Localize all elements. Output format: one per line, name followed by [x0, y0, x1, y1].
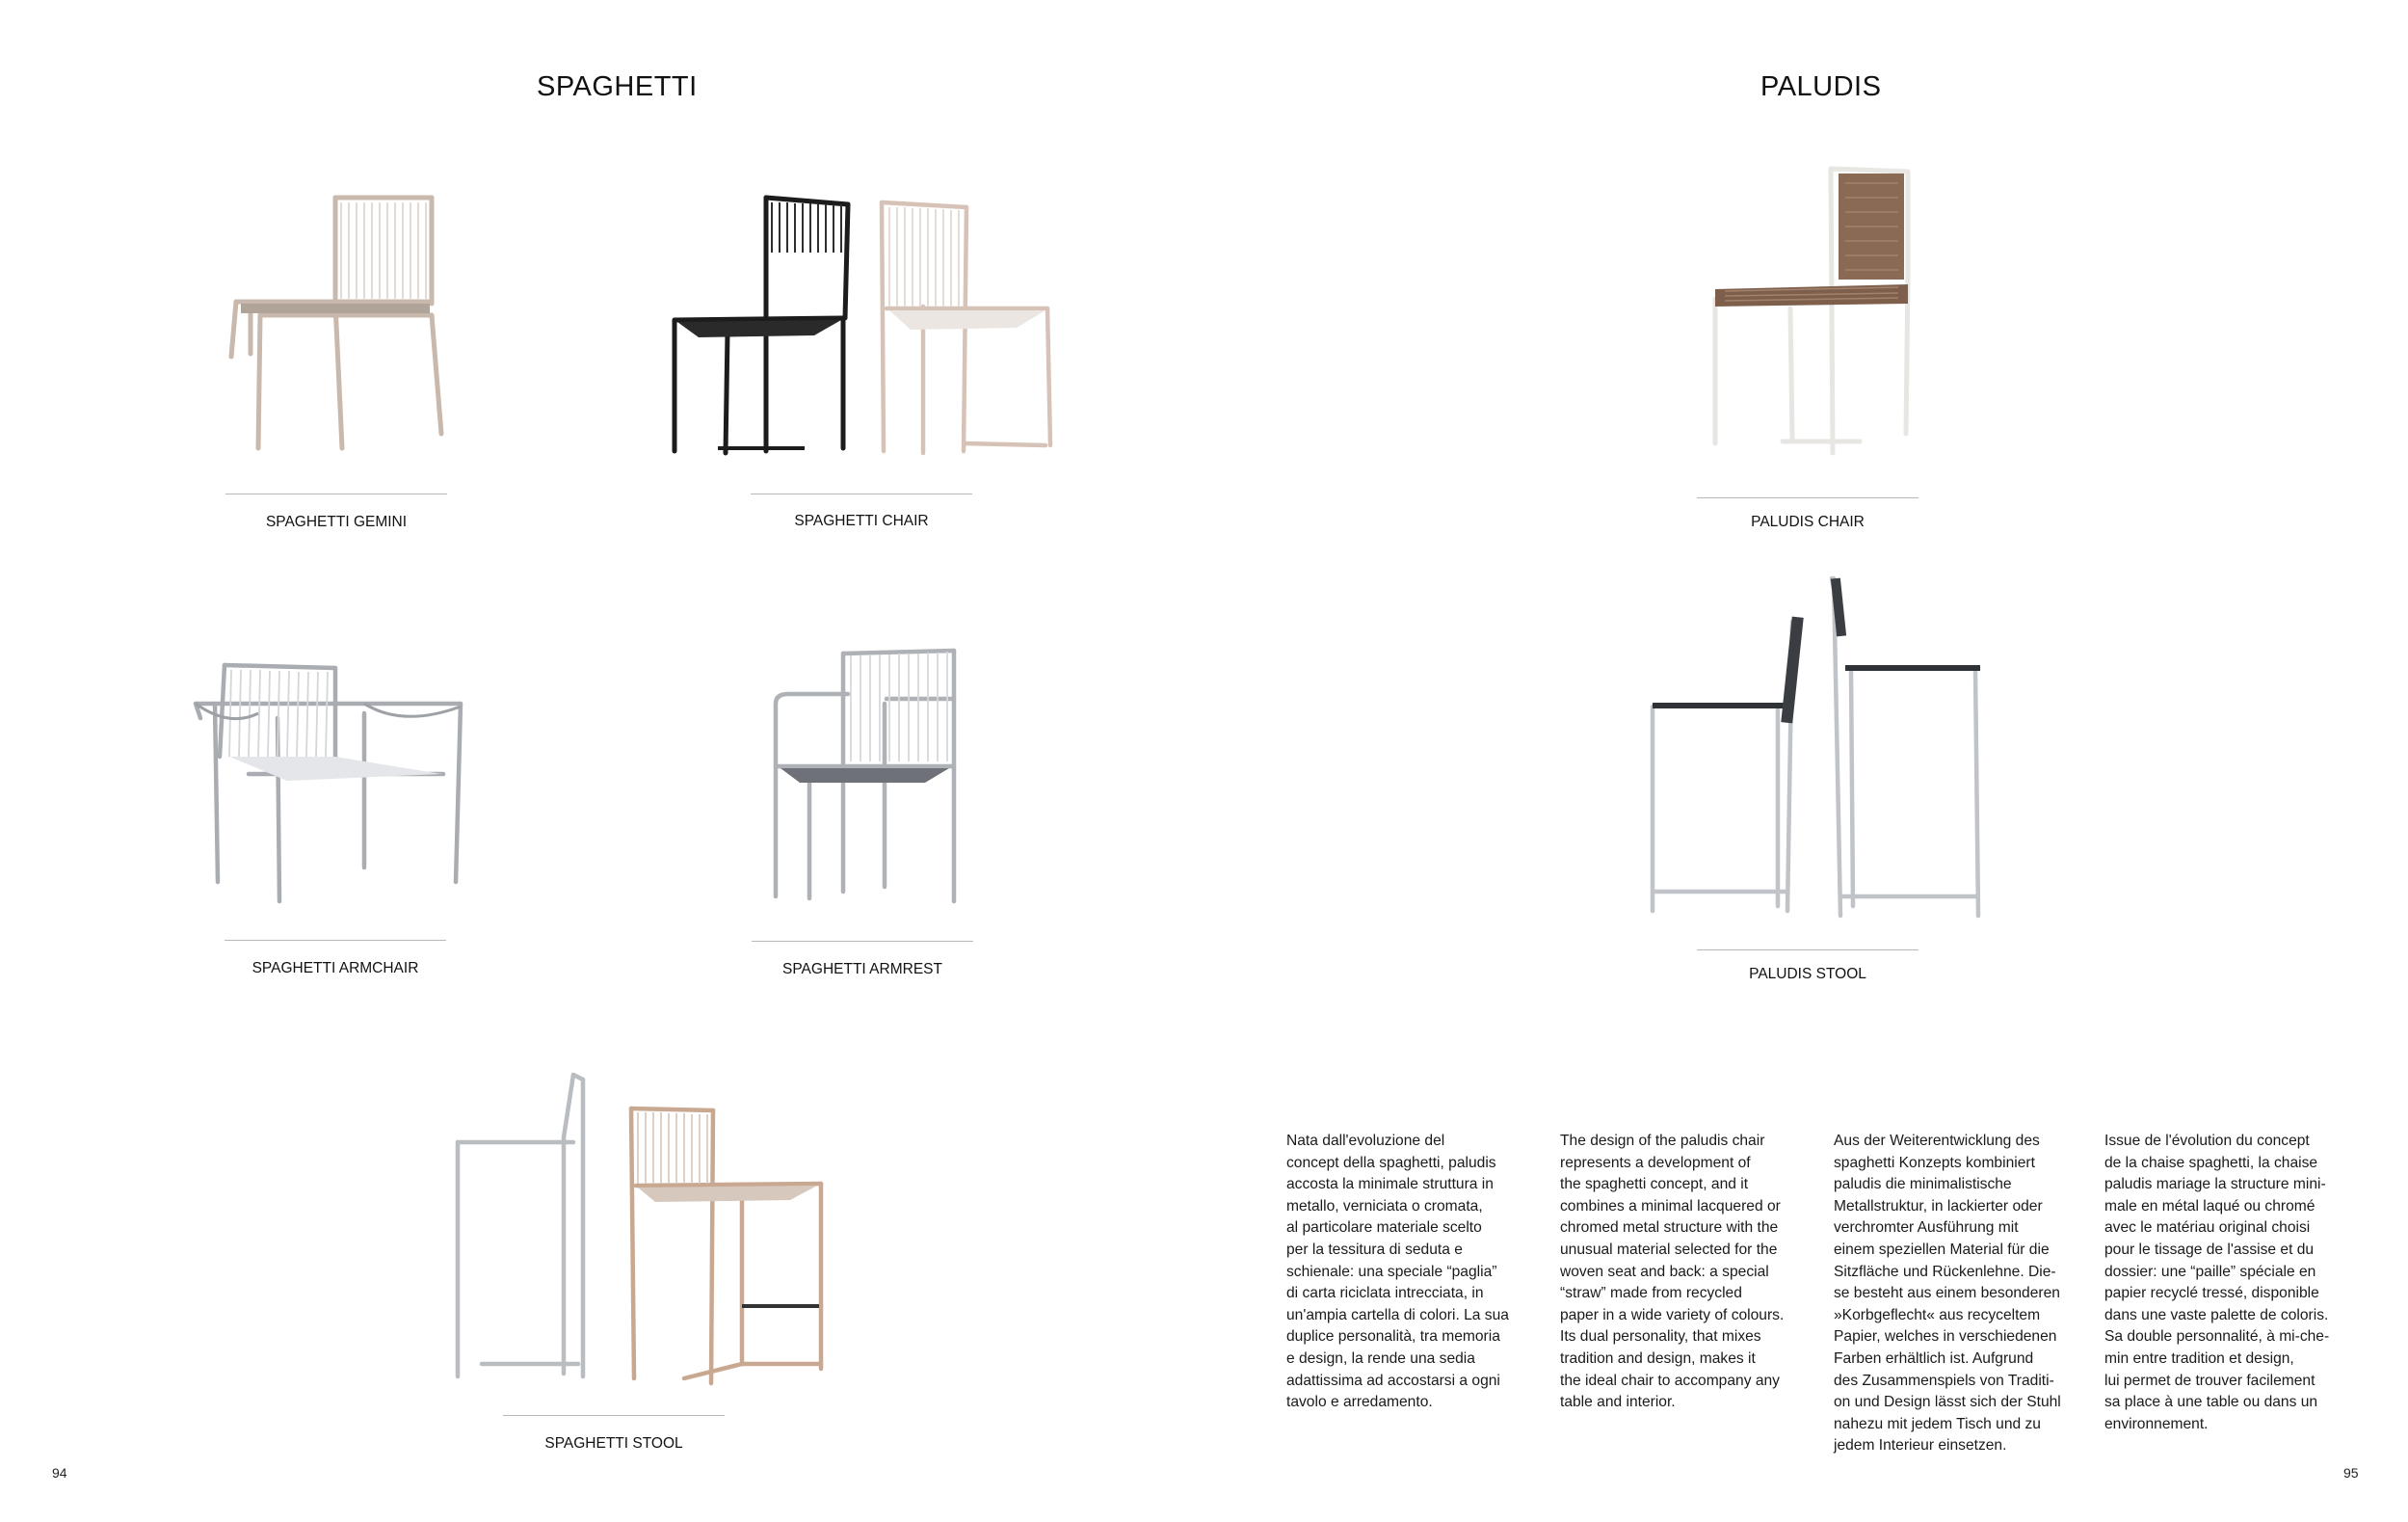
spaghetti-gemini-caption: SPAGHETTI GEMINI	[265, 514, 408, 530]
page-number-left: 94	[52, 1465, 67, 1481]
description-french-text: Issue de l'évolution du concept de la chaise spaghetti, la chaise paludis mariage la structure mini- male en métal laqué ou chromé avec le matériau original choisi pour le tissage de l'assise et du dossier: une “paille” spéciale en papier recyclé tressé, disponible dans une vaste palette de coloris. Sa double personnalité, à mi-che- min entre tradition et design, lui permet de trouver facilement sa place à une table ou dans un environnement.	[2104, 1133, 2330, 1432]
paludis-section-title: PALUDIS	[1760, 71, 1882, 102]
caption-rule	[1697, 949, 1918, 950]
spaghetti-chair-caption: SPAGHETTI CHAIR	[794, 513, 929, 529]
caption-rule	[752, 941, 973, 942]
spaghetti-armchair-image	[191, 660, 470, 906]
caption-rule	[503, 1415, 725, 1416]
paludis-chair-caption: PALUDIS CHAIR	[1751, 514, 1865, 530]
description-english-text: The design of the paludis chair represents a development of the spaghetti concept, and it combines a minimal lacquered or chromed metal structure with the unusual material selected for the woven seat and back: a special “straw” made from recycled paper in a wide variety of colours. Its dual personality, that mixes tradition and design, makes it the ideal chair to accompany any table and interior.	[1560, 1133, 1785, 1411]
caption-rule	[1697, 497, 1918, 498]
spaghetti-gemini-image	[222, 188, 453, 458]
description-german	[1834, 1131, 2089, 1457]
spaghetti-section-title: SPAGHETTI	[537, 71, 698, 102]
spaghetti-stool-image	[453, 1070, 829, 1388]
description-italian	[1286, 1131, 1537, 1414]
spaghetti-stool-caption: SPAGHETTI STOOL	[544, 1435, 683, 1452]
spaghetti-armrest-caption: SPAGHETTI ARMREST	[782, 961, 942, 977]
caption-rule	[225, 940, 446, 941]
page-number-right: 95	[2343, 1465, 2359, 1481]
spaghetti-armrest-image	[771, 646, 964, 906]
description-german-text: Aus der Weiterentwicklung des spaghetti Konzepts kombiniert paludis die minimalistische Metallstruktur, in lackierter oder verchromter Ausführung mit einem speziellen Material für die Sitzfläche und Rückenlehne. Die- se besteht aus einem besonderen »Korbgeflecht« aus recyceltem Papier, welches in verschiedenen Farben erhältlich ist. Aufgrund des Zusammenspiels von Traditi- on und Design lässt sich der Stuhl nahezu mit jedem Tisch und zu jedem Interieur einsetzen.	[1834, 1133, 2061, 1455]
description-english	[1560, 1131, 1815, 1414]
description-italian-text: Nata dall'evoluzione del concept della spaghetti, paludis accosta la minimale struttura in metallo, verniciata o cromata, al particolare materiale scelto per la tessitura di seduta e schienale: una speciale “paglia” di carta riciclata intrecciata, in un'ampia cartella di colori. La sua duplice personalità, tra memoria e design, la rende una sedia adattissima ad accostarsi a ogni tavolo e arredamento.	[1286, 1133, 1509, 1411]
description-french	[2104, 1131, 2360, 1435]
paludis-chair-image	[1706, 164, 1918, 463]
spaghetti-chair-image	[670, 193, 1060, 458]
paludis-stool-image	[1643, 574, 1990, 921]
spaghetti-armchair-caption: SPAGHETTI ARMCHAIR	[251, 960, 419, 976]
paludis-stool-caption: PALUDIS STOOL	[1749, 966, 1866, 982]
